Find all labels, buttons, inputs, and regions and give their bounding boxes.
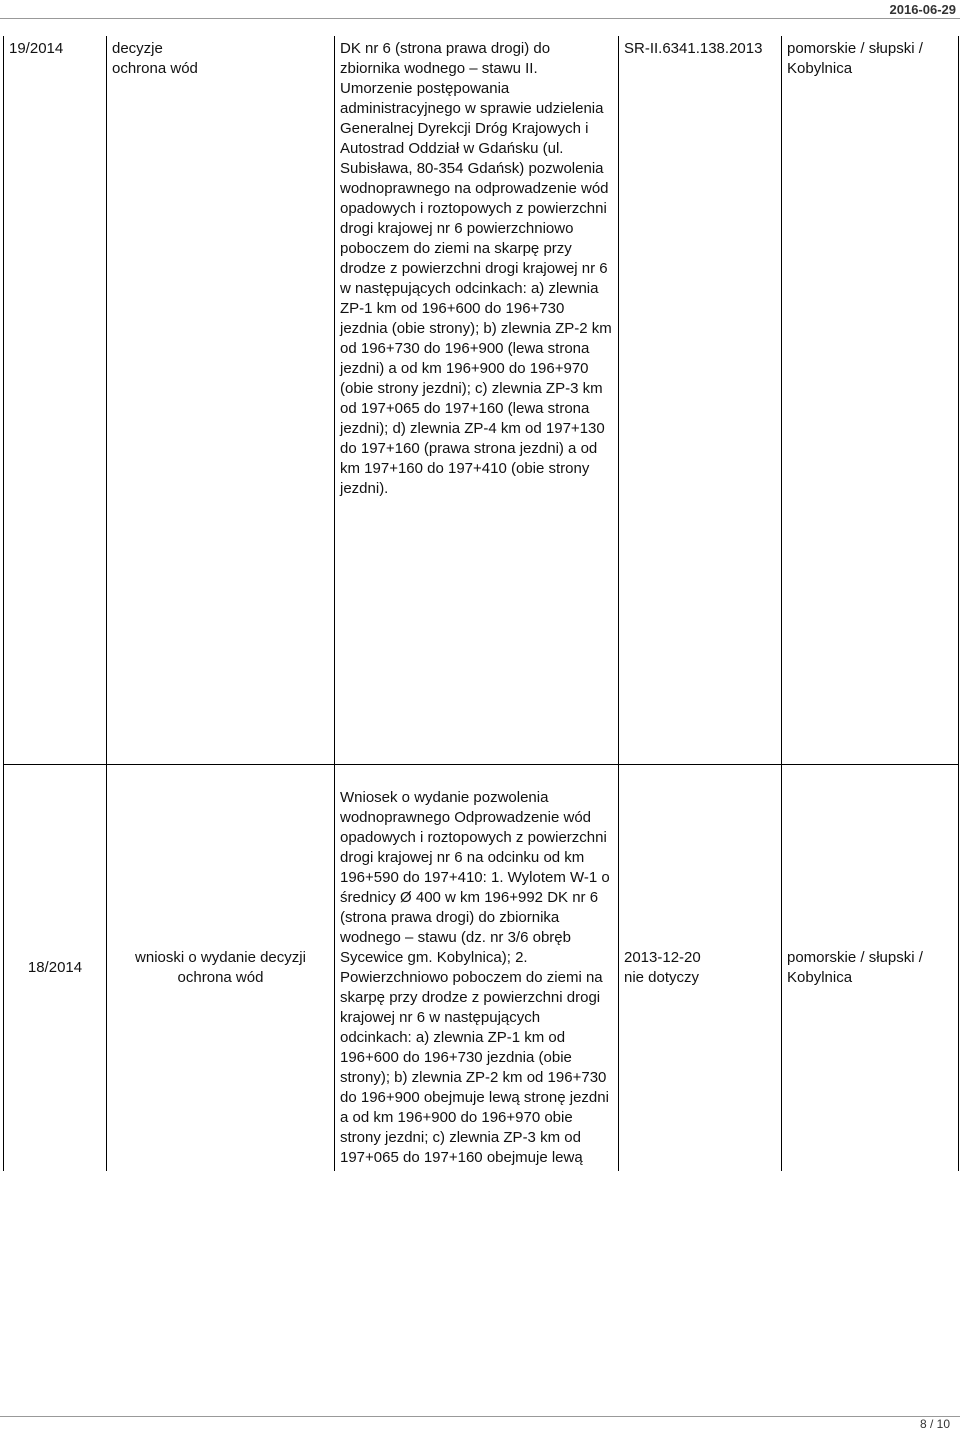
entry-number: 19/2014 (4, 36, 107, 765)
register-table (3, 36, 959, 1171)
entry-description: DK nr 6 (strona prawa drogi) do zbiornika wodnego – stawu II. Umorzenie postępowania administracyjnego w sprawie udzielenia Generalnej Dyrekcji Dróg Krajowych i Autostrad Oddział w Gdańsku (ul. Subisława, 80-354 Gdańsk) pozwolenia wodnoprawnego na odprowadzenie wód opadowych i roztopowych z powierzchni drogi krajowej nr 6 powierzchniowo poboczem do ziemi na skarpę przy drodze z powierzchni drogi krajowej nr 6 w następujących odcinkach: a) zlewnia ZP-1 km od 196+600 do 196+730 jezdnia (obie strony); b) zlewnia ZP-2 km od 196+730 do 196+900 (lewa strona jezdni) a od km 196+900 do 196+970 (obie strony jezdni); c) zlewnia ZP-3 km od 197+065 do 197+160 (lewa strona jezdni); d) zlewnia ZP-4 km od 197+130 do 197+160 (prawa strona jezdni) a od km 197+160 do 197+410 (obie strony jezdni). (335, 36, 619, 765)
location-line: pomorskie / słupski / (787, 949, 923, 966)
table-row (4, 36, 959, 765)
reference-line: 2013-12-20 (624, 949, 701, 966)
location-line: Kobylnica (787, 60, 853, 77)
location-line: pomorskie / słupski / (787, 40, 923, 57)
entry-reference (619, 765, 782, 1172)
table-row (4, 765, 959, 1172)
category-line: wnioski o wydanie decyzji (135, 949, 306, 966)
entry-location (782, 765, 959, 1172)
category-line: decyzje (112, 40, 163, 57)
footer-rule (0, 1416, 960, 1417)
entry-number: 18/2014 (4, 765, 107, 1172)
reference-line: SR-II.6341.138.2013 (624, 40, 763, 57)
reference-line: nie dotyczy (624, 969, 700, 986)
entry-reference (619, 36, 782, 765)
document-date: 2016-06-29 (889, 2, 956, 17)
entry-category (107, 765, 335, 1172)
category-line: ochrona wód (112, 60, 198, 77)
entry-description: Wniosek o wydanie pozwolenia wodnoprawnego Odprowadzenie wód opadowych i roztopowych z powierzchni drogi krajowej nr 6 na odcinku od km 196+590 do 197+410: 1. Wylotem W-1 o średnicy Ø 400 w km 196+992 DK nr 6 (strona prawa drogi) do zbiornika wodnego – stawu (dz. nr 3/6 obręb Sycewice gm. Kobylnica); 2. Powierzchniowo poboczem do ziemi na skarpę przy drodze z powierzchni drogi krajowej nr 6 w następujących odcinkach: a) zlewnia ZP-1 km od 196+600 do 196+730 jezdnia (obie strony); b) zlewnia ZP-2 km od 196+730 do 196+900 obejmuje lewą stronę jezdni a od km 196+900 do 196+970 obie strony jezdni; c) zlewnia ZP-3 km od 197+065 do 197+160 obejmuje lewą (335, 765, 619, 1172)
entry-location (782, 36, 959, 765)
entry-category (107, 36, 335, 765)
header-rule (0, 18, 960, 19)
location-line: Kobylnica (787, 969, 853, 986)
page-number: 8 / 10 (919, 1417, 950, 1431)
category-line: ochrona wód (177, 969, 264, 986)
